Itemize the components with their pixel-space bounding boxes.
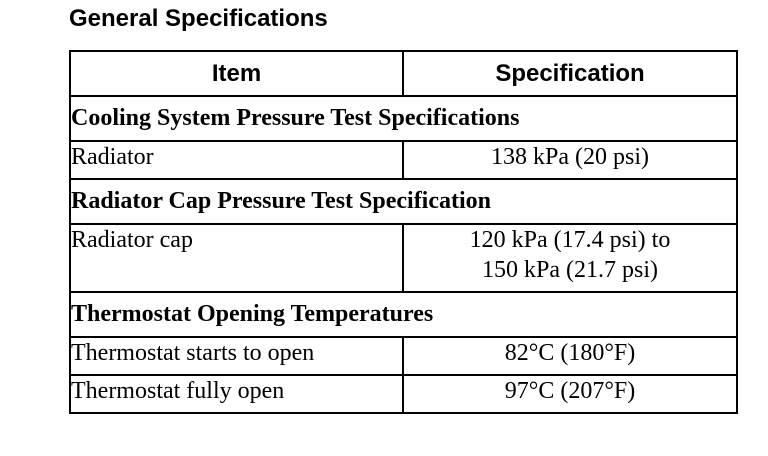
- item-cell: Thermostat fully open: [70, 375, 403, 413]
- spec-cell: [403, 337, 737, 375]
- section-heading: Thermostat Opening Temperatures: [70, 292, 737, 337]
- table-row: [70, 224, 737, 292]
- section-heading: Radiator Cap Pressure Test Specification: [70, 179, 737, 224]
- spec-value-line-2: 150 kPa (21.7 psi): [482, 257, 658, 283]
- specifications-table: [69, 50, 738, 414]
- spec-cell: [403, 375, 737, 413]
- table-row: [70, 375, 737, 413]
- section-row-cooling-system: [70, 96, 737, 141]
- spec-value: 97°C (207°F): [504, 378, 636, 404]
- spec-value: 138 kPa (20 psi): [491, 144, 649, 170]
- spec-value: 82°C (180°F): [504, 340, 636, 366]
- section-row-radiator-cap: [70, 179, 737, 224]
- column-header-item: Item: [70, 51, 403, 96]
- section-row-thermostat: [70, 292, 737, 337]
- item-cell: Radiator: [70, 141, 403, 179]
- table-row: [70, 337, 737, 375]
- page-title: General Specifications: [69, 5, 328, 32]
- spec-cell: [403, 141, 737, 179]
- item-cell: Thermostat starts to open: [70, 337, 403, 375]
- section-heading: Cooling System Pressure Test Specifications: [70, 96, 737, 141]
- spec-value-line-1: 120 kPa (17.4 psi) to: [469, 227, 671, 253]
- column-header-specification: Specification: [403, 51, 737, 96]
- spec-cell: [403, 224, 737, 292]
- table-row: [70, 141, 737, 179]
- item-cell: Radiator cap: [70, 224, 403, 292]
- table-header-row: [70, 51, 737, 96]
